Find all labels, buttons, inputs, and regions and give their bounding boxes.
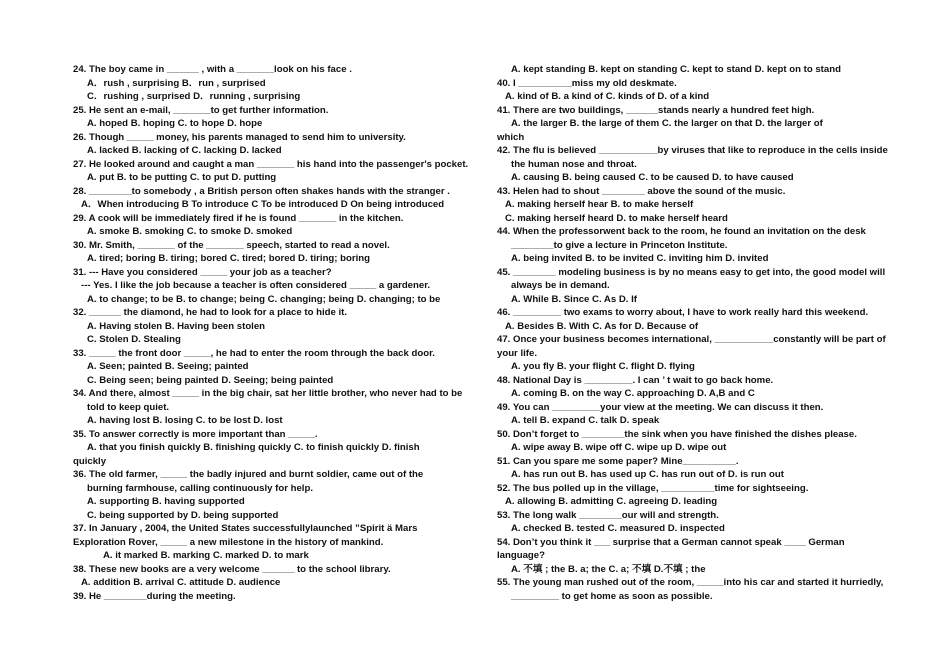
- question-line: 29. A cook will be immediately fired if he is found _______ in the kitchen.: [73, 212, 404, 224]
- question-line: language?: [497, 550, 545, 561]
- question-line: 43. Helen had to shout ________ above the sound of the music.: [497, 185, 786, 197]
- question-line: 31. --- Have you considered _____ your job as a teacher?: [73, 266, 332, 278]
- question-line: 46. _________ two exams to worry about, I have to work really hard this weekend.: [497, 307, 869, 318]
- question-line: ________to give a lecture in Princeton Institute.: [511, 239, 728, 251]
- question-line: 28. ________to somebody , a British person often shakes hands with the stranger .: [73, 185, 450, 197]
- question-line: A. kept standing B. kept on standing C. kept to stand D. kept on to stand: [511, 64, 841, 75]
- question-line: A. allowing B. admitting C. agreeing D. leading: [505, 496, 718, 507]
- question-line: 36. The old farmer, _____ the badly injured and burnt soldier, came out of the: [73, 469, 424, 480]
- question-line: 48. National Day is _________. I can ’ t wait to go back home.: [497, 374, 774, 386]
- question-line: 26. Though _____ money, his parents managed to send him to university.: [73, 131, 406, 143]
- question-line: C. being supported by D. being supported: [87, 509, 279, 521]
- question-line: --- Yes. I like the job because a teacher is often considered _____ a gardener.: [81, 280, 431, 291]
- question-line: 34. And there, almost _____ in the big chair, sat her little brother, who never had to be: [73, 388, 463, 399]
- question-line: A. wipe away B. wipe off C. wipe up D. wipe out: [511, 442, 727, 453]
- question-line: 51. Can you spare me some paper? Mine__________.: [497, 455, 739, 467]
- question-line: 24. The boy came in ______ , with a _______look on his face .: [73, 64, 352, 75]
- question-line: burning farmhouse, calling continuously for help.: [87, 482, 313, 494]
- question-line: 52. The bus polled up in the village, __________time for sightseeing.: [497, 482, 809, 494]
- question-line: A. tell B. expand C. talk D. speak: [511, 415, 660, 426]
- right-column: [497, 63, 897, 603]
- question-line: A. being invited B. to be invited C. inviting him D. invited: [511, 253, 769, 264]
- question-line: A．rush , surprising B．run , surprised: [87, 77, 266, 89]
- question-line: 47. Once your business becomes international, ___________constantly will be part of: [497, 334, 886, 345]
- question-line: A. causing B. being caused C. to be caused D. to have caused: [511, 172, 794, 183]
- question-line: 35. To answer correctly is more important than _____.: [73, 428, 318, 440]
- question-line: 30. Mr. Smith, _______ of the _______ speech, started to read a novel.: [73, 239, 390, 251]
- question-line: A. coming B. on the way C. approaching D. A,B and C: [511, 388, 755, 399]
- question-line: 44. When the professorwent back to the room, he found an invitation on the desk: [497, 226, 866, 237]
- question-line: 39. He ________during the meeting.: [73, 590, 236, 602]
- question-line: 55. The young man rushed out of the room, _____into his car and started it hurriedly,: [497, 577, 884, 588]
- question-line: A. you fly B. your flight C. flight D. flying: [511, 361, 695, 372]
- question-line: A. it marked B. marking C. marked D. to mark: [103, 550, 309, 561]
- question-line: A. hoped B. hoping C. to hope D. hope: [87, 118, 263, 129]
- question-line: A．When introducing B To introduce C To be introduced D On being introduced: [81, 199, 445, 210]
- question-line: A. Seen; painted B. Seeing; painted: [87, 361, 249, 372]
- question-line: A. addition B. arrival C. attitude D. audience: [81, 577, 281, 588]
- question-line: 49. You can _________your view at the meeting. We can discuss it then.: [497, 401, 824, 413]
- question-line: A. put B. to be putting C. to put D. putting: [87, 172, 277, 183]
- question-line: 40. I __________miss my old deskmate.: [497, 77, 677, 89]
- question-line: 38. These new books are a very welcome ______ to the school library.: [73, 563, 391, 575]
- question-line: 27. He looked around and caught a man _______ his hand into the passenger's pocket.: [73, 158, 469, 170]
- question-line: quickly: [73, 455, 107, 467]
- question-line: _________ to get home as soon as possible.: [511, 590, 713, 602]
- question-line: 25. He sent an e-mail, _______to get further information.: [73, 104, 329, 116]
- question-line: the human nose and throat.: [511, 158, 637, 170]
- question-line: which: [497, 131, 525, 143]
- question-line: 54. Don’t you think it ___ surprise that a German cannot speak ____ German: [497, 536, 845, 548]
- question-line: C. making herself heard D. to make herself heard: [505, 212, 728, 224]
- question-line: A. While B. Since C. As D. If: [511, 293, 637, 305]
- question-line: always be in demand.: [511, 280, 610, 291]
- question-line: C. Stolen D. Stealing: [87, 334, 181, 345]
- question-line: A. the larger B. the large of them C. the larger on that D. the larger of: [511, 118, 823, 129]
- question-line: A. checked B. tested C. measured D. inspected: [511, 523, 725, 534]
- question-line: A. making herself hear B. to make herself: [505, 199, 694, 210]
- question-line: 53. The long walk ________our will and strength.: [497, 509, 719, 521]
- question-line: your life.: [497, 347, 537, 359]
- question-line: A. smoke B. smoking C. to smoke D. smoked: [87, 226, 293, 237]
- question-line: A. having lost B. losing C. to be lost D. lost: [87, 415, 283, 426]
- question-line: A. that you finish quickly B. finishing quickly C. to finish quickly D. finish: [87, 442, 420, 453]
- question-line: 41. There are two buildings, ______stands nearly a hundred feet high.: [497, 104, 815, 116]
- question-line: 32. ______ the diamond, he had to look for a place to hide it.: [73, 307, 348, 318]
- question-line: 33. _____ the front door _____, he had to enter the room through the back door.: [73, 347, 435, 359]
- question-line: told to keep quiet.: [87, 401, 170, 413]
- question-line: 50. Don’t forget to ________the sink when you have finished the dishes please.: [497, 428, 857, 440]
- question-line: 45. ________ modeling business is by no means easy to get into, the good model will: [497, 266, 886, 278]
- question-line: A. Besides B. With C. As for D. Because of: [505, 320, 699, 332]
- question-line: A. tired; boring B. tiring; bored C. tired; bored D. tiring; boring: [87, 253, 370, 264]
- question-line: A. 不填 ; the B. a; the C. a; 不填 D.不填 ; the: [511, 563, 706, 575]
- question-line: C. Being seen; being painted D. Seeing; being painted: [87, 374, 334, 386]
- question-line: C．rushing , surprised D．running , surprising: [87, 91, 301, 102]
- question-line: A. lacked B. lacking of C. lacking D. lacked: [87, 145, 282, 156]
- question-line: Exploration Rover, _____ a new milestone in the history of mankind.: [73, 536, 384, 548]
- question-line: A. kind of B. a kind of C. kinds of D. of a kind: [505, 91, 710, 102]
- left-column: [73, 63, 483, 603]
- question-line: A. Having stolen B. Having been stolen: [87, 320, 266, 332]
- question-line: 42. The flu is believed ___________by viruses that like to reproduce in the cells inside: [497, 145, 888, 156]
- question-line: A. supporting B. having supported: [87, 496, 245, 507]
- question-line: A. has run out B. has used up C. has run out of D. is run out: [511, 469, 784, 480]
- question-line: 37. In January , 2004, the United States successfullylaunched ”Spirit ä Mars: [73, 523, 418, 534]
- question-line: A. to change; to be B. to change; being C. changing; being D. changing; to be: [87, 293, 441, 305]
